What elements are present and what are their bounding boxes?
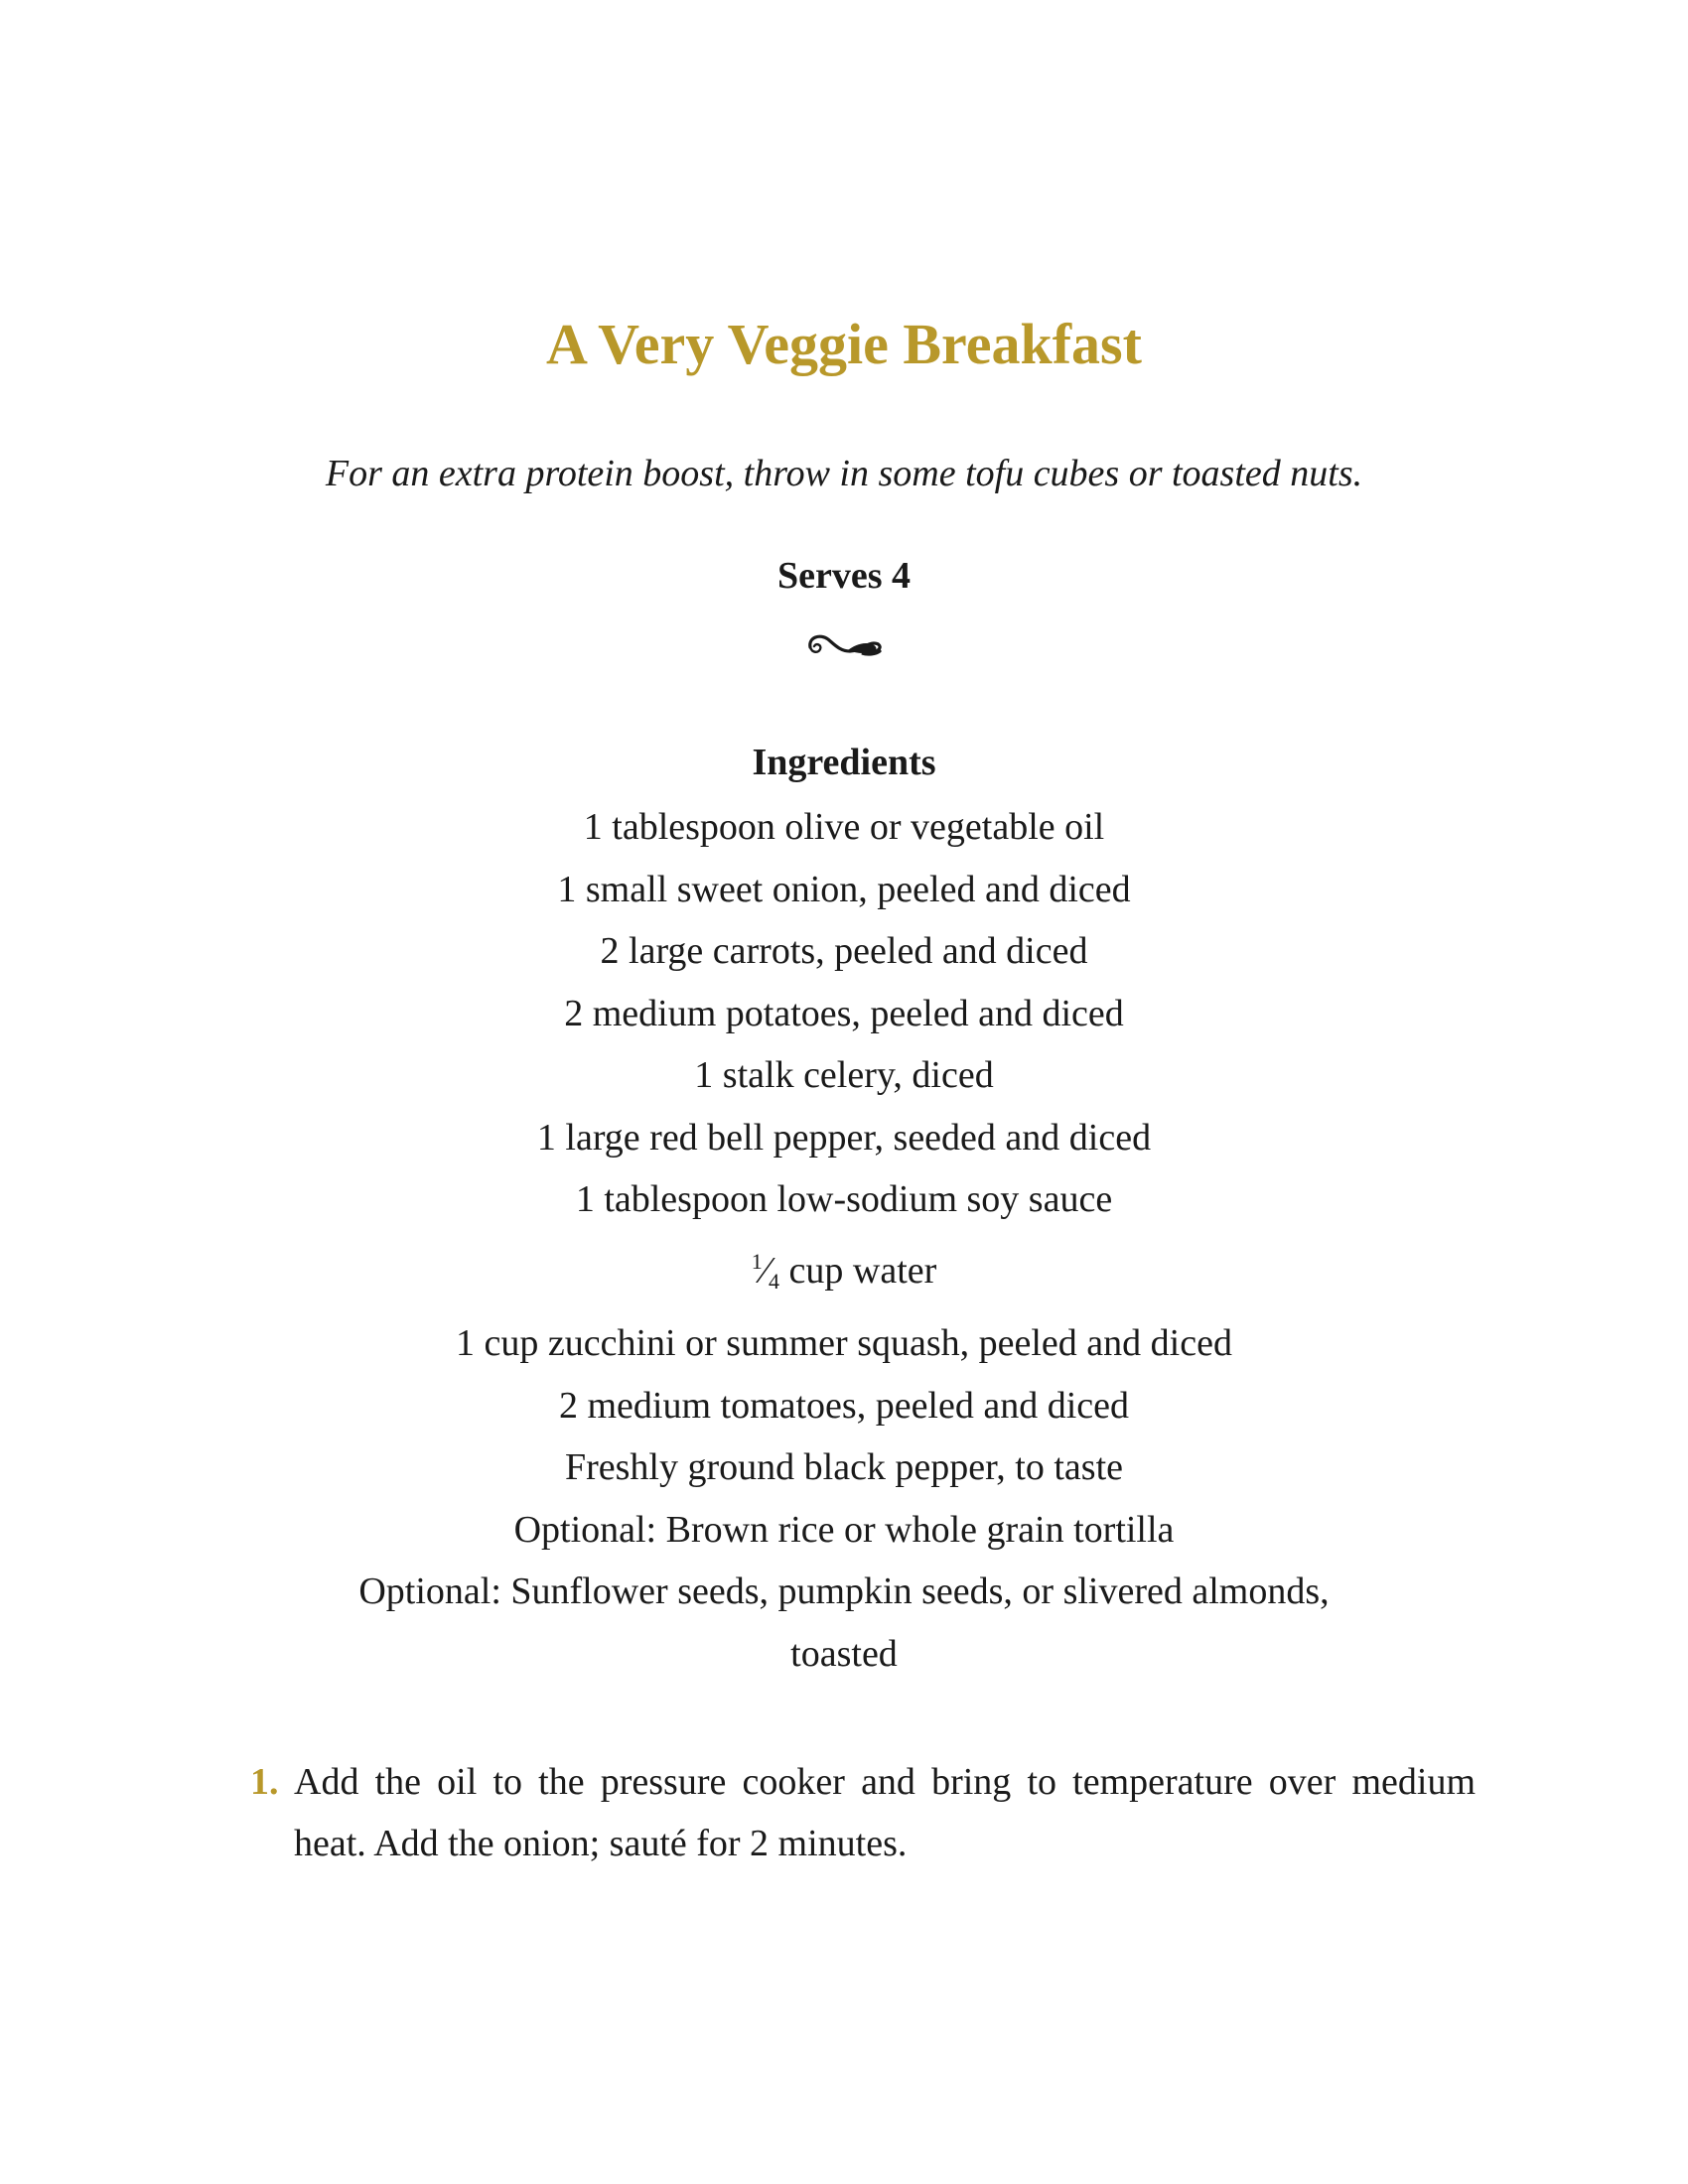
fraction-quarter: $^1⁄_4$ [751, 1248, 780, 1294]
ingredient-item: Optional: Sunflower seeds, pumpkin seeds, or slivered almonds, [358, 1570, 1330, 1612]
ingredient-item: 2 medium potatoes, peeled and diced [564, 992, 1124, 1034]
serves-label: Serves 4 [776, 555, 912, 597]
ingredient-item: 1 small sweet onion, peeled and diced [557, 868, 1131, 910]
step-number: 1. [250, 1761, 279, 1803]
ingredient-item: Freshly ground black pepper, to taste [564, 1446, 1123, 1488]
fraction-numerator: 1 [751, 1248, 763, 1274]
ingredient-item: 1 stalk celery, diced [694, 1054, 994, 1096]
ingredient-water-text: cup water [788, 1249, 937, 1292]
ingredient-item: 1 tablespoon low-sodium soy sauce [575, 1178, 1113, 1220]
ingredient-item: 1 cup zucchini or summer squash, peeled and diced [456, 1322, 1232, 1364]
step-text: Add the oil to the pressure cooker and bring to temperature over medium heat. Add the onion; sauté for 2 minutes. [294, 1761, 1476, 1864]
fraction-denominator: 4 [769, 1268, 780, 1294]
ingredient-item-water [228, 1231, 1460, 1313]
ingredients-heading: Ingredients [752, 742, 936, 783]
ingredient-item: 1 large red bell pepper, seeded and diced [536, 1116, 1152, 1159]
recipe-title: A Very Veggie Breakfast [546, 312, 1142, 376]
ingredient-item: 2 medium tomatoes, peeled and diced [558, 1384, 1130, 1427]
ingredient-item: 2 large carrots, peeled and diced [600, 930, 1088, 972]
ingredient-item: 1 tablespoon olive or vegetable oil [583, 806, 1105, 848]
ingredient-item: Optional: Brown rice or whole grain tortilla [513, 1508, 1175, 1551]
ingredients-list [228, 796, 1460, 1685]
ingredient-item: toasted [790, 1632, 898, 1675]
recipe-intro: For an extra protein boost, throw in some tofu cubes or toasted nuts. [325, 453, 1363, 494]
step-item [250, 1751, 1476, 1874]
swash-ornament-icon [804, 627, 884, 661]
steps-list [250, 1751, 1476, 1874]
